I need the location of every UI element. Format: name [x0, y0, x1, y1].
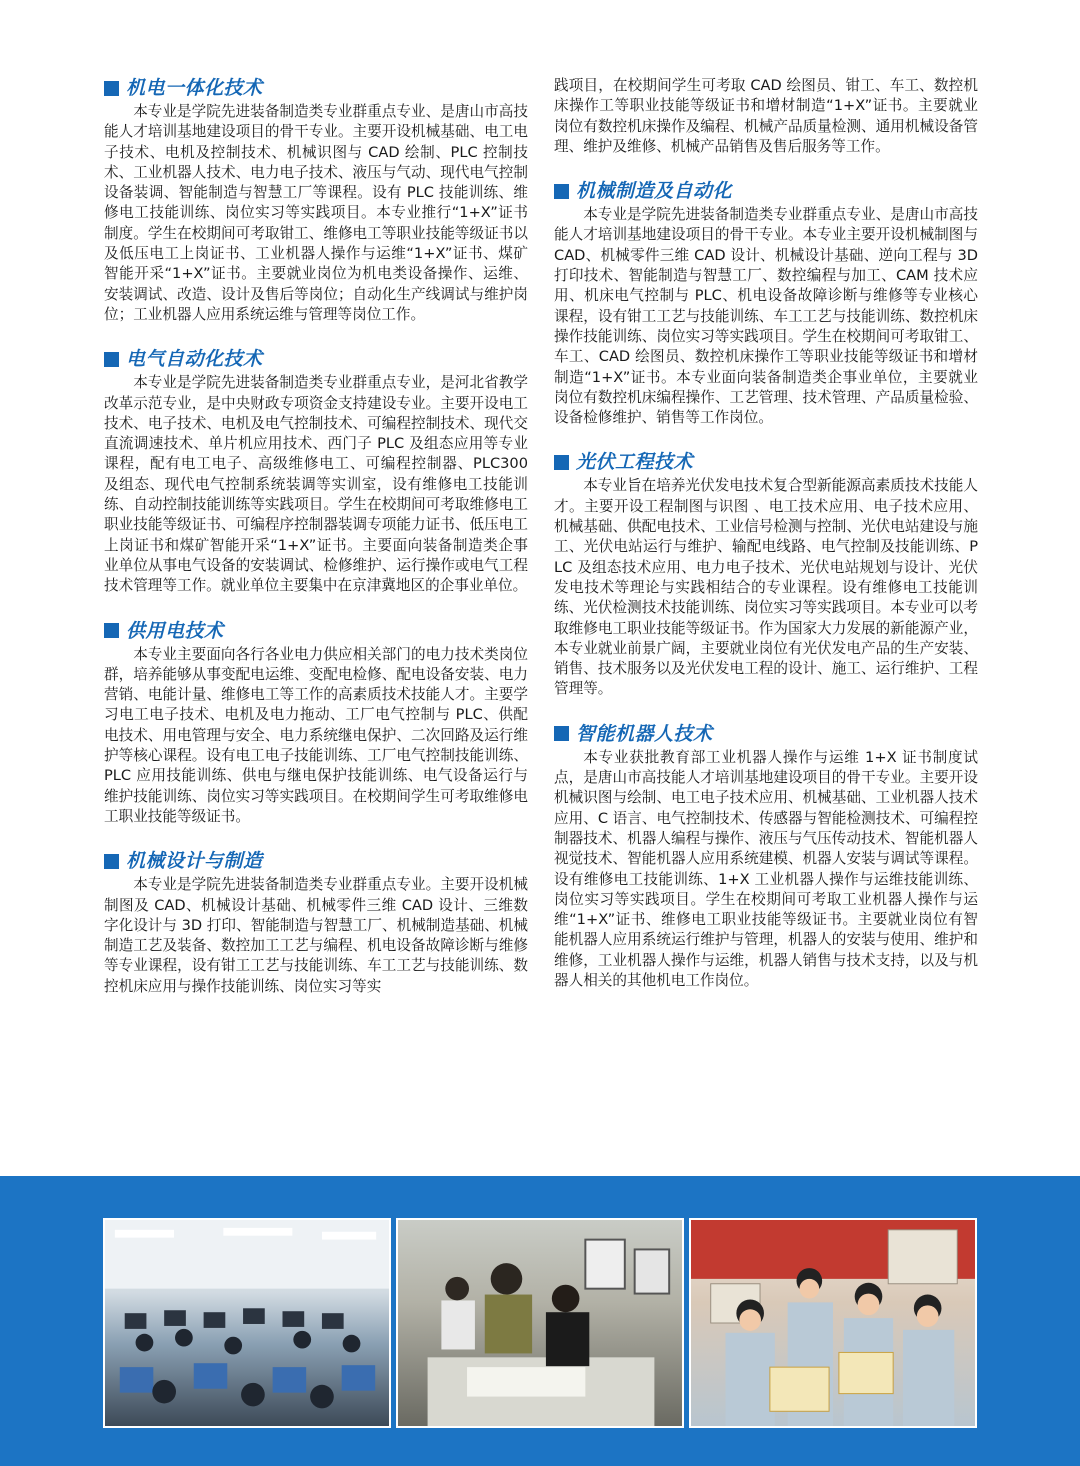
square-bullet-icon: [104, 854, 119, 869]
square-bullet-icon: [104, 81, 119, 96]
square-bullet-icon: [554, 184, 569, 199]
workshop-photo: [396, 1218, 684, 1428]
section-heading: [554, 450, 978, 474]
section-mechatronics: [104, 76, 528, 325]
award-photo: [689, 1218, 977, 1428]
square-bullet-icon: [104, 352, 119, 367]
section-heading: [554, 722, 978, 746]
section-body: 本专业主要面向各行各业电力供应相关部门的电力技术类岗位群，培养能够从事变配电运维、变配电检修、配电设备安装、电力营销、电能计量、维修电工等工作的高素质技术技能人才。主要学习电工电子技术、电机及电力拖动、工厂电气控制与 PLC、供配电技术、用电管理与安全、电力系统继电保护、二次回路及运行维护等核心课程。设有电工电子技能训练、工厂电气控制技能训练、PLC 应用技能训练、供电与继电保护技能训练、电气设备运行与维护技能训练、岗位实习等实践项目。在校期间学生可考取维修电工职业技能等级证书。: [104, 645, 528, 825]
left-column: [104, 76, 528, 1019]
section-title: 机械制造及自动化: [576, 180, 733, 203]
section-heading: [554, 179, 978, 203]
section-power-supply: [104, 619, 528, 828]
section-title: 智能机器人技术: [576, 722, 713, 745]
section-heading: [104, 619, 528, 643]
square-bullet-icon: [104, 623, 119, 638]
square-bullet-icon: [554, 726, 569, 741]
section-title: 供用电技术: [126, 619, 224, 642]
section-intelligent-robot: [554, 722, 978, 992]
section-body: 本专业获批教育部工业机器人操作与运维 1+X 证书制度试点，是唐山市高技能人才培训基地建设项目的骨干专业。主要开设机械识图与绘制、电工电子技术应用、机械基础、工业机器人技术应用、C 语言、电气控制技术、传感器与智能检测技术、可编程控制器技术、机器人编程与操作、液压与气压传动技术、智能机器人视觉技术、智能机器人应用系统建模、机器人安装与调试等课程。设有维修电工技能训练、1+X 工业机器人操作与运维技能训练、岗位实习等实践项目。学生在校期间可考取工业机器人操作与运维“1+X”证书、维修电工职业技能等级证书。主要就业岗位有智能机器人应用系统运行维护与管理，机器人的安装与使用、维护和维修，工业机器人操作与运维，机器人销售与技术支持，以及与机器人相关的其他机电工作岗位。: [554, 748, 978, 989]
section-mechanical-automation: [554, 179, 978, 428]
section-continuation: [554, 76, 978, 157]
section-title: 机电一体化技术: [126, 77, 263, 99]
section-title: 电气自动化技术: [126, 348, 263, 371]
section-heading: [104, 849, 528, 873]
section-heading: [104, 347, 528, 371]
section-mechanical-design: [104, 849, 528, 997]
right-column: [554, 76, 978, 1013]
section-photovoltaic: [554, 450, 978, 699]
continued-text: 践项目，在校期间学生可考取 CAD 绘图员、钳工、车工、数控机床操作工等职业技能等级证书和增材制造“1+X”证书。主要就业岗位有数控机床操作及编程、机械产品质量检测、通用机械设备管理、维护及维修、机械产品销售及售后服务等工作。: [554, 77, 978, 155]
section-body: 本专业是学院先进装备制造类专业群重点专业、是唐山市高技能人才培训基地建设项目的骨干专业。主要开设机械基础、电工电子技术、电机及控制技术、机械识图与 CAD 绘制、PLC 控制技术、工业机器人技术、电力电子技术、液压与气动、现代电气控制设备装调、智能制造与智慧工厂等课程。设有 PLC 技能训练、维修电工技能训练、岗位实习等实践项目。本专业推行“1+X”证书制度。学生在校期间可考取钳工、维修电工等职业技能等级证书以及低压电工上岗证书、工业机器人操作与运维“1+X”证书、煤矿智能开采“1+X”证书。主要就业岗位为机电类设备操作、运维、安装调试、改造、设计及售后等岗位；自动化生产线调试与维护岗位；工业机器人应用系统运维与管理等岗位工作。: [104, 103, 528, 323]
computer-lab-photo: [103, 1218, 391, 1428]
section-body: 本专业旨在培养光伏发电技术复合型新能源高素质技术技能人才。主要开设工程制图与识图 、电工技术应用、电子技术应用、机械基础、供配电技术、工业信号检测与控制、光伏电站建设与施工、光伏电站运行与维护、输配电线路、电气控制及技能训练、PLC 及组态技术应用、电力电子技术、光伏电站规划与设计、光伏发电技术等理论与实践相结合的专业课程。设有维修电工技能训练、光伏检测技术技能训练、岗位实习等实践项目。本专业可以考取维修电工职业技能等级证书。作为国家大力发展的新能源产业，本专业就业前景广阔，主要就业岗位有光伏发电产品的生产安装、销售、技术服务以及光伏发电工程的设计、施工、运行维护、工程管理等。: [554, 477, 978, 698]
section-body: 本专业是学院先进装备制造类专业群重点专业，是河北省教学改革示范专业，是中央财政专项资金支持建设专业。主要开设电工技术、电子技术、电机及电气控制技术、可编程控制技术、现代交直流调速技术、单片机应用技术、西门子 PLC 及组态应用等专业课程，配有电工电子、高级维修电工、可编程控制器、PLC300 及组态、现代电气控制系统装调等实训室，设有维修电工技能训练、自动控制技能训练等实践项目。学生在校期间可考取维修电工职业技能等级证书、可编程序控制器装调专项能力证书、低压电工上岗证书和煤矿智能开采“1+X”证书。主要面向装备制造类企事业单位从事电气设备的安装调试、检修维护、运行操作或电气工程技术管理等工作。就业单位主要集中在京津冀地区的企事业单位。: [104, 374, 528, 595]
section-title: 机械设计与制造: [126, 850, 263, 873]
section-body: 本专业是学院先进装备制造类专业群重点专业。主要开设机械制图及 CAD、机械设计基础、机械零件三维 CAD 设计、三维数字化设计与 3D 打印、智能制造与智慧工厂、机械制造基础、机械制造工艺及装备、数控加工工艺与编程、机电设备故障诊断与维修等专业课程，设有钳工工艺与技能训练、车工工艺与技能训练、数控机床应用与操作技能训练、岗位实习等实: [104, 876, 528, 995]
section-electrical-automation: [104, 347, 528, 596]
section-heading: [104, 76, 528, 100]
section-title: 光伏工程技术: [576, 451, 694, 474]
section-body: 本专业是学院先进装备制造类专业群重点专业、是唐山市高技能人才培训基地建设项目的骨干专业。本专业主要开设机械制图与 CAD、机械零件三维 CAD 设计、机械设计基础、逆向工程与 3D 打印技术、智能制造与智慧工厂、数控编程与加工、CAM 技术应用、机床电气控制与 PLC、机电设备故障诊断与维修等专业核心课程，设有钳工工艺与技能训练、车工工艺与技能训练、数控机床操作技能训练、岗位实习等实践项目。学生在校期间可考取钳工、车工、CAD 绘图员、数控机床操作工等职业技能等级证书和增材制造“1+X”证书。本专业面向装备制造类企事业单位，主要就业岗位有数控机床编程操作、工艺管理、技术管理、产品质量检验、设备检修维护、销售等工作岗位。: [554, 206, 978, 427]
square-bullet-icon: [554, 455, 569, 470]
